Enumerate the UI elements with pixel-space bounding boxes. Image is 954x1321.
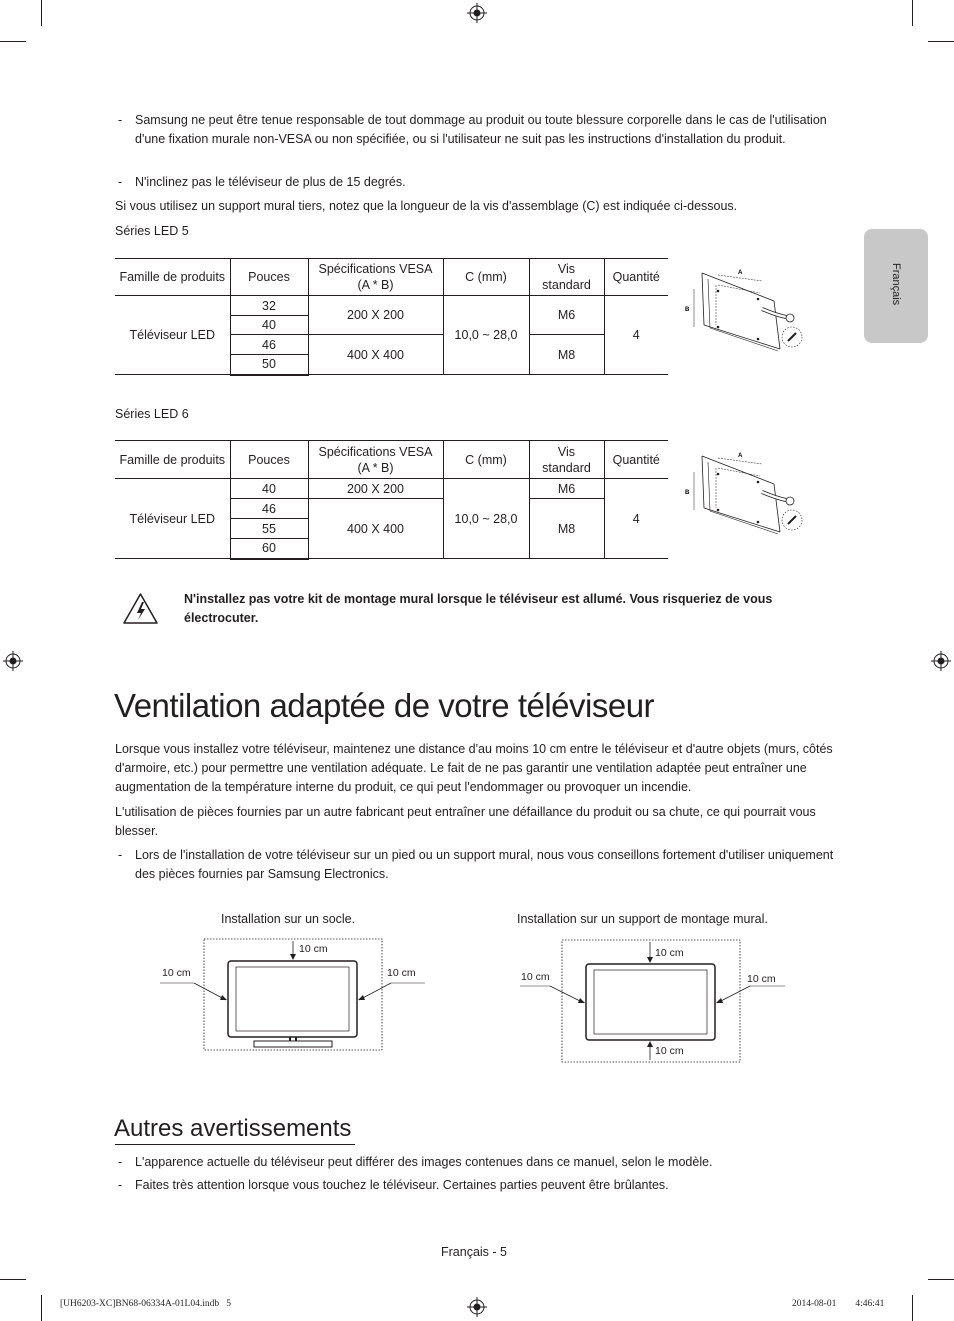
vesa-cell: 400 X 400 [308,499,443,559]
header-family: Famille de produits [115,441,230,479]
diagram-label-a: A [738,270,743,276]
crop-mark [41,1295,42,1321]
family-cell: Téléviseur LED [115,479,230,559]
bullet-text: L'apparence actuelle du téléviseur peut différer des images contenues dans ce manuel, selon le modèle. [135,1155,713,1169]
screw-cell: M6 [529,296,604,335]
bullet-dash: - [118,113,123,127]
language-tab-label: Français [890,262,902,306]
clearance-left-label: 10 cm [521,971,550,983]
wall-mount-diagram [682,448,810,548]
wall-install-caption: Installation sur un support de montage mural. [517,912,768,926]
vesa-cell: 400 X 400 [308,335,443,375]
inches-cell: 60 [230,539,308,559]
crop-mark [0,41,26,42]
header-screw: Vis standard [529,441,604,479]
wall-mount-diagram [682,265,810,365]
inches-cell: 40 [230,479,308,499]
screw-cell: M8 [529,335,604,375]
footer-date: 2014-08-01 4:46:41 [792,1299,885,1309]
inches-cell: 40 [230,316,308,335]
series5-title: Séries LED 5 [115,224,189,238]
series6-title: Séries LED 6 [115,407,189,421]
qty-cell: 4 [604,479,668,559]
bullet-text: N'inclinez pas le téléviseur de plus de 15 degrés. [135,175,406,189]
bullet-item [118,1153,838,1172]
title-underline [115,1144,355,1145]
qty-cell: 4 [604,296,668,375]
header-screw: Vis standard [529,259,604,296]
footer-file-name: [UH6203-XC]BN68-06334A-01L04.indb 5 [60,1299,231,1309]
clearance-bottom-label: 10 cm [655,1045,684,1057]
page-number: Français - 5 [441,1245,507,1259]
bullet-item [118,173,838,192]
header-family: Famille de produits [115,259,230,296]
family-cell: Téléviseur LED [115,296,230,375]
inches-cell: 46 [230,335,308,355]
registration-mark-icon [931,651,951,671]
stand-install-caption: Installation sur un socle. [221,912,356,926]
vesa-cell: 200 X 200 [308,479,443,499]
header-c: C (mm) [443,441,529,479]
bullet-dash: - [118,1178,123,1192]
bullet-dash: - [118,1155,123,1169]
diagram-label-b: B [685,307,690,313]
crop-mark [41,0,42,26]
ventilation-para-2: L'utilisation de pièces fournies par un autre fabricant peut entraîner une défaillance du produit ou sa chute, ce qui pourrait vous blesser. [115,805,816,838]
wall-tv-icon [520,938,785,1064]
header-c: C (mm) [443,259,529,296]
screw-cell: M8 [529,499,604,559]
header-inches: Pouces [230,259,308,296]
diagram-label-a: A [738,453,743,459]
intro-text: Si vous utilisez un support mural tiers, notez que la longueur de la vis d'assemblage (C) est indiquée ci-dessous. [115,199,738,213]
crop-mark [912,1295,913,1321]
ventilation-title: Ventilation adaptée de votre téléviseur [114,687,655,724]
other-warnings-title: Autres avertissements [114,1115,352,1142]
electric-warning-icon [122,592,159,625]
diagram-label-b: B [685,490,690,496]
screw-cell: M6 [529,479,604,499]
header-qty: Quantité [604,259,668,296]
inches-cell: 50 [230,355,308,375]
clearance-top-label: 10 cm [655,947,684,959]
header-qty: Quantité [604,441,668,479]
registration-mark-icon [467,3,487,23]
warning-text: N'installez pas votre kit de montage mural lorsque le téléviseur est allumé. Vous risqueriez de vous électrocuter. [184,592,773,625]
bullet-text: Lors de l'installation de votre téléviseur sur un pied ou un support mural, nous vous conseillons fortement d'utiliser uniquement des pièces fournies par Samsung Electronics. [135,848,834,881]
c-cell: 10,0 ~ 28,0 [443,296,529,375]
stand-tv-icon [160,937,425,1055]
crop-mark [928,41,954,42]
vesa-cell: 200 X 200 [308,296,443,335]
series6-table [115,440,668,560]
crop-mark [928,1279,954,1280]
ventilation-para-1: Lorsque vous installez votre téléviseur, maintenez une distance d'au moins 10 cm entre le téléviseur et d'autre objets (murs, côtés d'armoire, etc.) pour permettre une ventilation adéquate. Le fait de ne pas garantir une ventilation adaptée peut entraîner une augmentation de la température interne du produit, ce qui peut l'endommager ou provoquer un incendie. [115,742,833,794]
c-cell: 10,0 ~ 28,0 [443,479,529,559]
crop-mark [912,0,913,26]
header-vesa: Spécifications VESA (A * B) [308,441,443,479]
registration-mark-icon [467,1297,487,1317]
header-vesa: Spécifications VESA (A * B) [308,259,443,296]
series5-table [115,258,668,376]
bullet-item [118,1176,838,1195]
clearance-right-label: 10 cm [387,967,416,979]
crop-mark [0,1279,26,1280]
registration-mark-icon [3,651,23,671]
inches-cell: 46 [230,499,308,519]
bullet-item [118,111,838,149]
bullet-text: Samsung ne peut être tenue responsable de tout dommage au produit ou toute blessure corporelle dans le cas de l'utilisation d'une fixation murale non-VESA ou non spécifiée, ou si l'utilisateur ne suit pas les instructions d'installation du produit. [135,113,827,146]
header-inches: Pouces [230,441,308,479]
clearance-top-label: 10 cm [299,943,328,955]
inches-cell: 55 [230,519,308,539]
inches-cell: 32 [230,296,308,316]
bullet-item [118,846,838,884]
bullet-dash: - [118,175,123,189]
clearance-right-label: 10 cm [747,973,776,985]
bullet-dash: - [118,848,123,862]
clearance-left-label: 10 cm [162,967,191,979]
bullet-text: Faites très attention lorsque vous touchez le téléviseur. Certaines parties peuvent être brûlantes. [135,1178,669,1192]
